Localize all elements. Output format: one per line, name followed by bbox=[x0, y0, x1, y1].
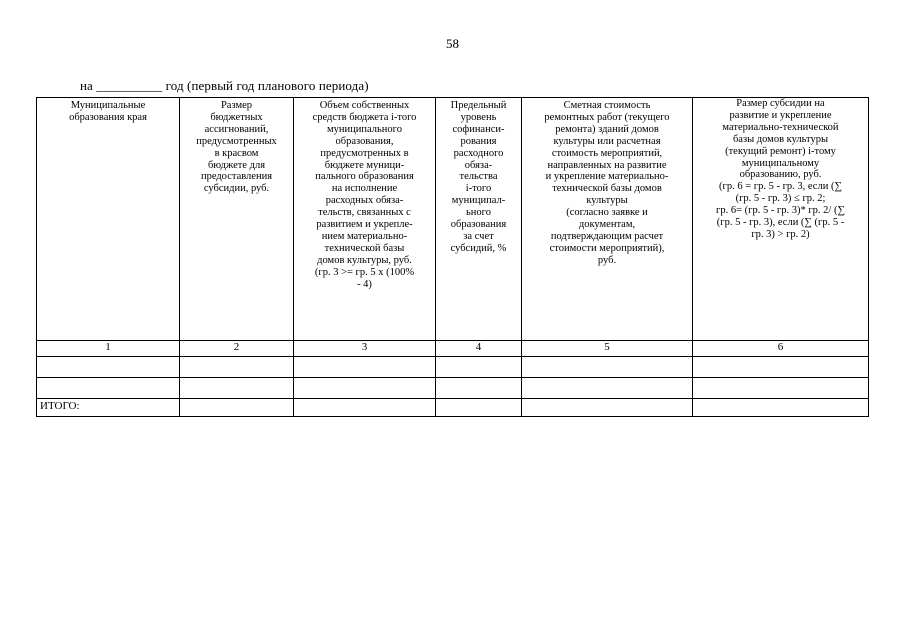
table-cell bbox=[37, 378, 180, 399]
header-text-5: Сметная стоимость ремонтных работ (текущего ремонта) зданий домов культуры или расчетная стоимость мероприятий, направленных на развитие и укрепление материально- технической базы домов культуры (согласно заявке и документам, подтверждающим расчет стоимости мероприятий), руб. bbox=[544, 100, 670, 266]
table-cell bbox=[294, 378, 436, 399]
table-row bbox=[37, 357, 869, 378]
header-text-3: Объем собственных средств бюджета i-того муниципального образования, предусмотренных в бюджете муници- пального образования на исполнение расходных обяза- тельств, связанных с развитием и укрепле- нием материально- технической базы домов культуры, руб. (гр. 3 >= гр. 5 x (100% - 4) bbox=[312, 100, 417, 290]
table-cell bbox=[436, 399, 522, 417]
header-cell-4 bbox=[436, 98, 522, 341]
table-cell bbox=[522, 357, 693, 378]
table-row bbox=[37, 378, 869, 399]
table-header-row bbox=[37, 98, 869, 341]
column-number-3: 3 bbox=[294, 341, 436, 357]
header-cell-1 bbox=[37, 98, 180, 341]
header-cell-6 bbox=[693, 98, 869, 341]
header-text-2: Размер бюджетных ассигнований, предусмотренных в красвом бюджете для предоставления субсидии, руб. bbox=[196, 100, 277, 195]
table-cell bbox=[693, 378, 869, 399]
page-number: 58 bbox=[446, 36, 459, 51]
table-cell bbox=[180, 378, 294, 399]
header-cell-2 bbox=[180, 98, 294, 341]
column-number-1: 1 bbox=[37, 341, 180, 357]
header-text-4: Предельный уровень софинанси- рования расходного обяза- тельства i-того муниципал- ьного образования за счет субсидий, % bbox=[450, 100, 507, 254]
table-cell bbox=[436, 378, 522, 399]
total-row bbox=[37, 399, 869, 417]
total-label: ИТОГО: bbox=[37, 399, 180, 417]
table-cell bbox=[294, 399, 436, 417]
header-cell-3 bbox=[294, 98, 436, 341]
header-text-6: Размер субсидии на развитие и укрепление материально-технической базы домов культуры (текущий ремонт) i-тому муниципальному образованию, руб. (гр. 6 = гр. 5 - гр. 3, если (∑ (гр. 5 - гр. 3) ≤ гр. 2; гр. 6= (гр. 5 - гр. 3)* гр. 2/ (∑ (гр. 5 - гр. 3), если (∑ (гр. 5 - гр. 3) > гр. 2) bbox=[716, 98, 845, 240]
header-text-1: Муниципальные образования края bbox=[69, 100, 147, 123]
column-number-2: 2 bbox=[180, 341, 294, 357]
header-cell-5 bbox=[522, 98, 693, 341]
table-cell bbox=[294, 357, 436, 378]
table-cell bbox=[522, 378, 693, 399]
table-cell bbox=[693, 399, 869, 417]
column-number-4: 4 bbox=[436, 341, 522, 357]
table-cell bbox=[37, 357, 180, 378]
period-line: на __________ год (первый год планового периода) bbox=[80, 78, 369, 93]
column-number-6: 6 bbox=[693, 341, 869, 357]
subsidy-table bbox=[36, 97, 869, 417]
column-number-row bbox=[37, 341, 869, 357]
column-number-5: 5 bbox=[522, 341, 693, 357]
table-cell bbox=[180, 399, 294, 417]
table-cell bbox=[180, 357, 294, 378]
table-cell bbox=[522, 399, 693, 417]
table-cell bbox=[436, 357, 522, 378]
table-cell bbox=[693, 357, 869, 378]
